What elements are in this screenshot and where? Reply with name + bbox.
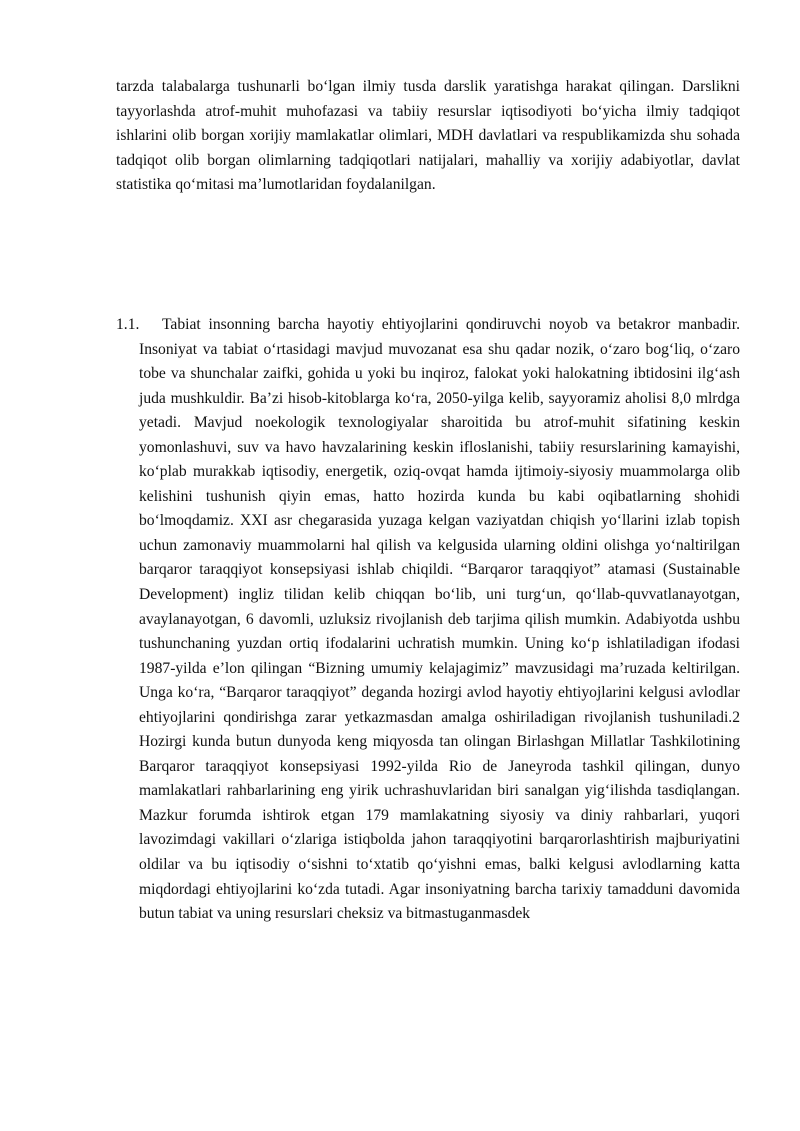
section-number: 1.1.	[116, 316, 140, 333]
section-1-1	[116, 313, 740, 927]
section-paragraph	[116, 313, 740, 927]
intro-paragraph: tarzda talabalarga tushunarli bo‘lgan ilmiy tusda darslik yaratishga harakat qilingan. Darslikni tayyorlashda atrof-muhit muhofazasi va tabiiy resurslar iqtisodiyoti bo‘yicha ilmiy tadqiqot ishlarini olib borgan xorijiy mamlakatlar olimlari, MDH davlatlari va respublikamizda shu sohada tadqiqot olib borgan olimlarning tadqiqotlari natijalari, mahalliy va xorijiy adabiyotlar, davlat statistika qo‘mitasi ma’lumotlaridan foydalanilgan.	[116, 78, 740, 194]
section-text: Tabiat insonning barcha hayotiy ehtiyojlarini qondiruvchi noyob va betakror manbadir. Insoniyat va tabiat o‘rtasidagi mavjud muvozanat esa shu qadar nozik, o‘zaro bog‘liq, o‘zaro tobe va shunchalar zaifki, gohida u yoki bu inqiroz, falokat yoki halokatning ibtidosini ilg‘ash juda mushkuldir. Ba’zi hisob-kitoblarga ko‘ra, 2050-yilga kelib, sayyoramiz aholisi 8,0 mlrdga yetadi. Mavjud noekologik texnologiyalar sharoitida bu atrof-muhit sifatining keskin yomonlashuvi, suv va havo havzalarining keskin ifloslanishi, tabiiy resurslarining kamayishi, ko‘plab murakkab iqtisodiy, energetik, oziq-ovqat hamda ijtimoiy-siyosiy muammolarga olib kelishini tushunish qiyin emas, hatto hozirda kunda bu kabi oqibatlarning shohidi bo‘lmoqdamiz. XXI asr chegarasida yuzaga kelgan vaziyatdan chiqish yo‘llarini izlab topish uchun zamonaviy muammolarni hal qilish va kelgusida ularning oldini olishga yo‘naltirilgan barqaror taraqqiyot konsepsiyasi ishlab chiqildi. “Barqaror taraqqiyot” atamasi (Sustainable Development) ingliz tilidan kelib chiqqan bo‘lib, uni turg‘un, qo‘llab-quvvatlanayotgan, avaylanayotgan, 6 davomli, uzluksiz rivojlanish deb tarjima qilish mumkin. Adabiyotda ushbu tushunchaning yuzdan ortiq ifodalarini uchratish mumkin. Uning ko‘p ishlatiladigan ifodasi 1987-yilda e’lon qilingan “Bizning umumiy kelajagimiz” mavzusidagi ma’ruzada keltirilgan. Unga ko‘ra, “Barqaror taraqqiyot” deganda hozirgi avlod hayotiy ehtiyojlarini kelgusi avlodlar ehtiyojlarini qondirishga zarar yetkazmasdan amalga oshiriladigan rivojlanish tushuniladi.2 Hozirgi kunda butun dunyoda keng miqyosda tan olingan Birlashgan Millatlar Tashkilotining Barqaror taraqqiyot konsepsiyasi 1992-yilda Rio de Janeyroda tashkil qilingan, dunyo mamlakatlari rahbarlarining eng yirik uchrashuvlaridan biri sanalgan yig‘ilishda tasdiqlangan. Mazkur forumda ishtirok etgan 179 mamlakatning siyosiy va diniy rahbarlari, yuqori lavozimdagi vakillari o‘zlariga istiqbolda jahon taraqqiyotini barqarorlashtirish majburiyatini oldilar va bu iqtisodiy o‘sishni to‘xtatib qo‘yishni emas, balki kelgusi avlodlarning katta miqdordagi ehtiyojlarini ko‘zda tutadi. Agar insoniyatning barcha tarixiy tamadduni davomida butun tabiat va uning resurslari cheksiz va bitmastuganmasdek	[139, 316, 740, 923]
